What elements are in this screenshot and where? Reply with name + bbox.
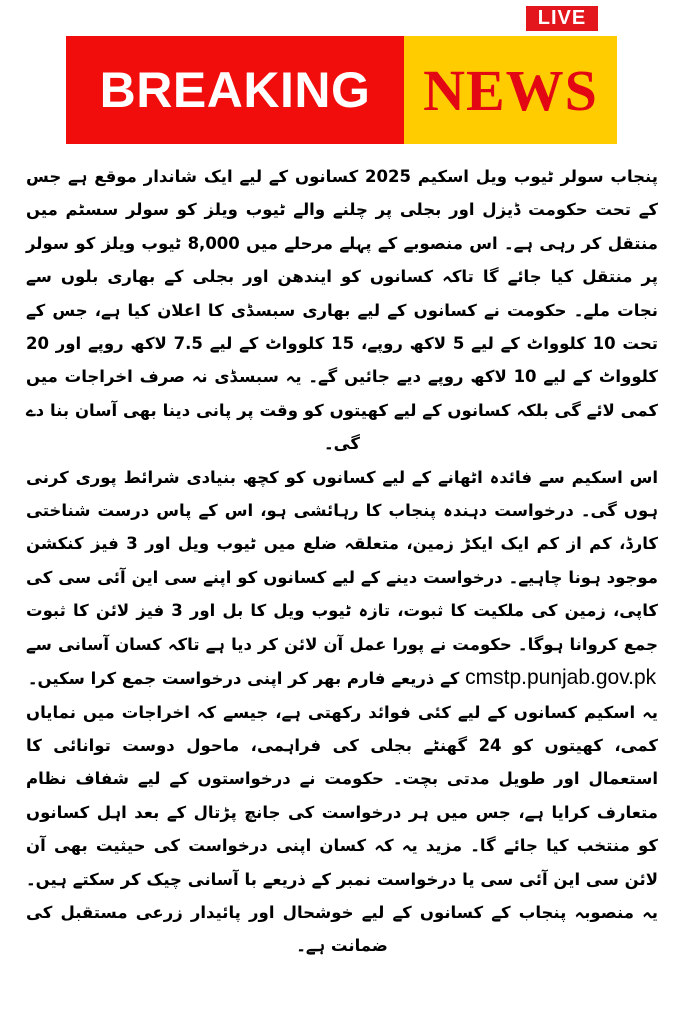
news-word: NEWS: [423, 57, 598, 123]
banner-red-panel: [66, 36, 404, 144]
paragraph-benefits: یہ اسکیم کسانوں کے لیے کئی فوائد رکھتی ہے، جیسے کہ اخراجات میں نمایاں کمی، کھیتوں کو 24 گھنٹے بجلی کی فراہمی، ماحول دوست توانائی کا استعمال اور طویل مدتی بچت۔ حکومت نے درخواستوں کے لیے شفاف نظام متعارف کرایا ہے، جس میں ہر درخواست کی جانچ پڑتال کے بعد اہل کسانوں کو منتخب کیا جائے گا۔ مزید یہ کہ کسان اپنی درخواست کی حیثیت بھی آن لائن سی این آئی سی یا درخواست نمبر کے ذریعے با آسانی چیک کر سکتے ہیں۔ یہ منصوبہ پنجاب کے کسانوں کے لیے خوشحال اور پائیدار زرعی مستقبل کی ضمانت ہے۔: [26, 702, 658, 956]
paragraph-eligibility: [26, 461, 658, 696]
paragraph-overview: پنجاب سولر ٹیوب ویل اسکیم 2025 کسانوں کے لیے ایک شاندار موقع ہے جس کے تحت حکومت ڈیزل اور بجلی پر چلنے والے ٹیوب ویلز کو سولر سسٹم میں منتقل کر رہی ہے۔ اس منصوبے کے پہلے مرحلے میں 8,000 ٹیوب ویلز کو سولر پر منتقل کیا جائے گا تاکہ کسانوں کو ایندھن اور بجلی کے بھاری بلوں سے نجات ملے۔ حکومت نے کسانوں کے لیے بھاری سبسڈی کا اعلان کیا ہے، جس کے تحت 10 کلوواٹ کے لیے 5 لاکھ روپے، 15 کلوواٹ کے لیے 7.5 لاکھ روپے اور 20 کلوواٹ کے لیے 10 لاکھ روپے دیے جائیں گے۔ یہ سبسڈی نہ صرف اخراجات میں کمی لائے گی بلکہ کسانوں کے لیے کھیتوں کو وقت پر پانی دینا بھی آسان بنا دے گی۔: [26, 167, 659, 454]
breaking-news-banner: [66, 36, 617, 144]
eligibility-text: اس اسکیم سے فائدہ اٹھانے کے لیے کسانوں کو کچھ بنیادی شرائط پوری کرنی ہوں گی۔ درخواست دہندہ پنجاب کا رہائشی ہو، اس کے پاس درست شناختی کارڈ، کم از کم ایک ایکڑ زمین، متعلقہ ضلع میں ٹیوب ویل اور 3 فیز کنکشن موجود ہونا چاہیے۔ درخواست دینے کے لیے کسانوں کو اپنے سی این آئی سی کی کاپی، زمین کی ملکیت کا ثبوت، تازہ ٹیوب ویل کا بل اور 3 فیز لائن کا ثبوت جمع کروانا ہوگا۔ حکومت نے پورا عمل آن لائن کر دیا ہے تاکہ کسان آسانی سے: [26, 467, 658, 654]
live-badge: LIVE: [526, 6, 598, 31]
eligibility-text-end: کے ذریعے فارم بھر کر اپنی درخواست جمع کرا سکیں۔: [27, 669, 460, 689]
breaking-word: BREAKING: [99, 62, 371, 118]
article-body: [26, 160, 658, 963]
portal-link[interactable]: cmstp.punjab.gov.pk: [465, 666, 657, 690]
banner-yellow-panel: [404, 36, 617, 144]
